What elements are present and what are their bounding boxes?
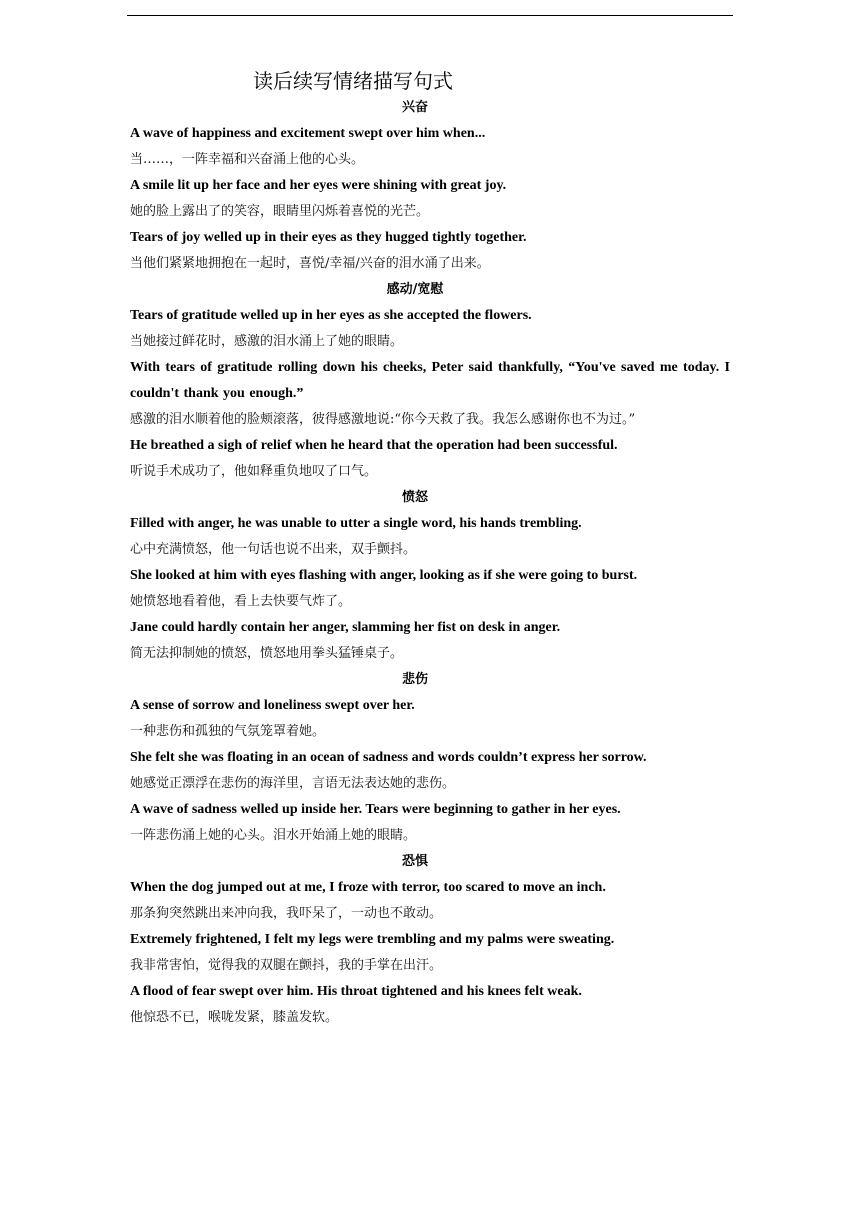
english-sentence: With tears of gratitude rolling down his cheeks, Peter said thankfully, “You've saved me today. I couldn't thank you enough.” [130, 360, 730, 401]
chinese-translation: 心中充满愤怒，他一句话也说不出来，双手颤抖。 [130, 542, 417, 557]
chinese-translation: 当她接过鲜花时，感激的泪水涌上了她的眼睛。 [130, 334, 404, 349]
section-heading-anger: 愤怒 [401, 490, 428, 505]
english-sentence: She looked at him with eyes flashing with anger, looking as if she were going to burst. [130, 568, 638, 583]
section-heading-excitement: 兴奋 [401, 100, 428, 115]
english-sentence: She felt she was floating in an ocean of sadness and words couldn’t express her sorrow. [130, 750, 647, 765]
english-sentence: A wave of sadness welled up inside her. Tears were beginning to gather in her eyes. [130, 802, 621, 817]
section-heading-gratitude-relief: 感动/宽慰 [386, 282, 444, 297]
header-rule [127, 15, 733, 16]
english-sentence: Jane could hardly contain her anger, slamming her fist on desk in anger. [130, 620, 561, 635]
chinese-translation: 当他们紧紧地拥抱在一起时，喜悦/幸福/兴奋的泪水涌了出来。 [130, 256, 490, 271]
chinese-translation: 她的脸上露出了的笑容，眼睛里闪烁着喜悦的光芒。 [130, 204, 430, 219]
english-sentence: Extremely frightened, I felt my legs were trembling and my palms were sweating. [130, 932, 615, 947]
english-sentence: A flood of fear swept over him. His throat tightened and his knees felt weak. [130, 984, 582, 999]
document-body [130, 95, 730, 1031]
chinese-translation: 她愤怒地看着他，看上去快要气炸了。 [130, 594, 352, 609]
page-title: 读后续写情绪描写句式 [253, 69, 453, 93]
english-sentence: A smile lit up her face and her eyes were shining with great joy. [130, 178, 507, 193]
english-sentence: He breathed a sigh of relief when he heard that the operation had been successful. [130, 438, 618, 453]
chinese-translation: 感激的泪水顺着他的脸颊滚落，彼得感激地说:“你今天救了我。我怎么感谢你也不为过。” [130, 412, 636, 427]
english-sentence: A sense of sorrow and loneliness swept over her. [130, 698, 415, 713]
english-sentence: Filled with anger, he was unable to utter a single word, his hands trembling. [130, 516, 582, 531]
english-sentence: When the dog jumped out at me, I froze with terror, too scared to move an inch. [130, 880, 606, 895]
chinese-translation: 听说手术成功了，他如释重负地叹了口气。 [130, 464, 378, 479]
english-sentence: Tears of joy welled up in their eyes as they hugged tightly together. [130, 230, 527, 245]
section-heading-fear: 恐惧 [401, 854, 428, 869]
chinese-translation: 当……，一阵幸福和兴奋涌上他的心头。 [130, 152, 365, 167]
english-sentence: Tears of gratitude welled up in her eyes as she accepted the flowers. [130, 308, 532, 323]
chinese-translation: 一种悲伤和孤独的气氛笼罩着她。 [130, 724, 326, 739]
chinese-translation: 她感觉正漂浮在悲伤的海洋里，言语无法表达她的悲伤。 [130, 776, 456, 791]
chinese-translation: 他惊恐不已，喉咙发紧，膝盖发软。 [130, 1010, 339, 1025]
english-sentence: A wave of happiness and excitement swept over him when... [130, 126, 486, 141]
chinese-translation: 简无法抑制她的愤怒，愤怒地用拳头猛锤桌子。 [130, 646, 404, 661]
chinese-translation: 一阵悲伤涌上她的心头。泪水开始涌上她的眼睛。 [130, 828, 417, 843]
chinese-translation: 我非常害怕，觉得我的双腿在颤抖，我的手掌在出汗。 [130, 958, 443, 973]
section-heading-sadness: 悲伤 [401, 672, 428, 687]
chinese-translation: 那条狗突然跳出来冲向我，我吓呆了，一动也不敢动。 [130, 906, 443, 921]
